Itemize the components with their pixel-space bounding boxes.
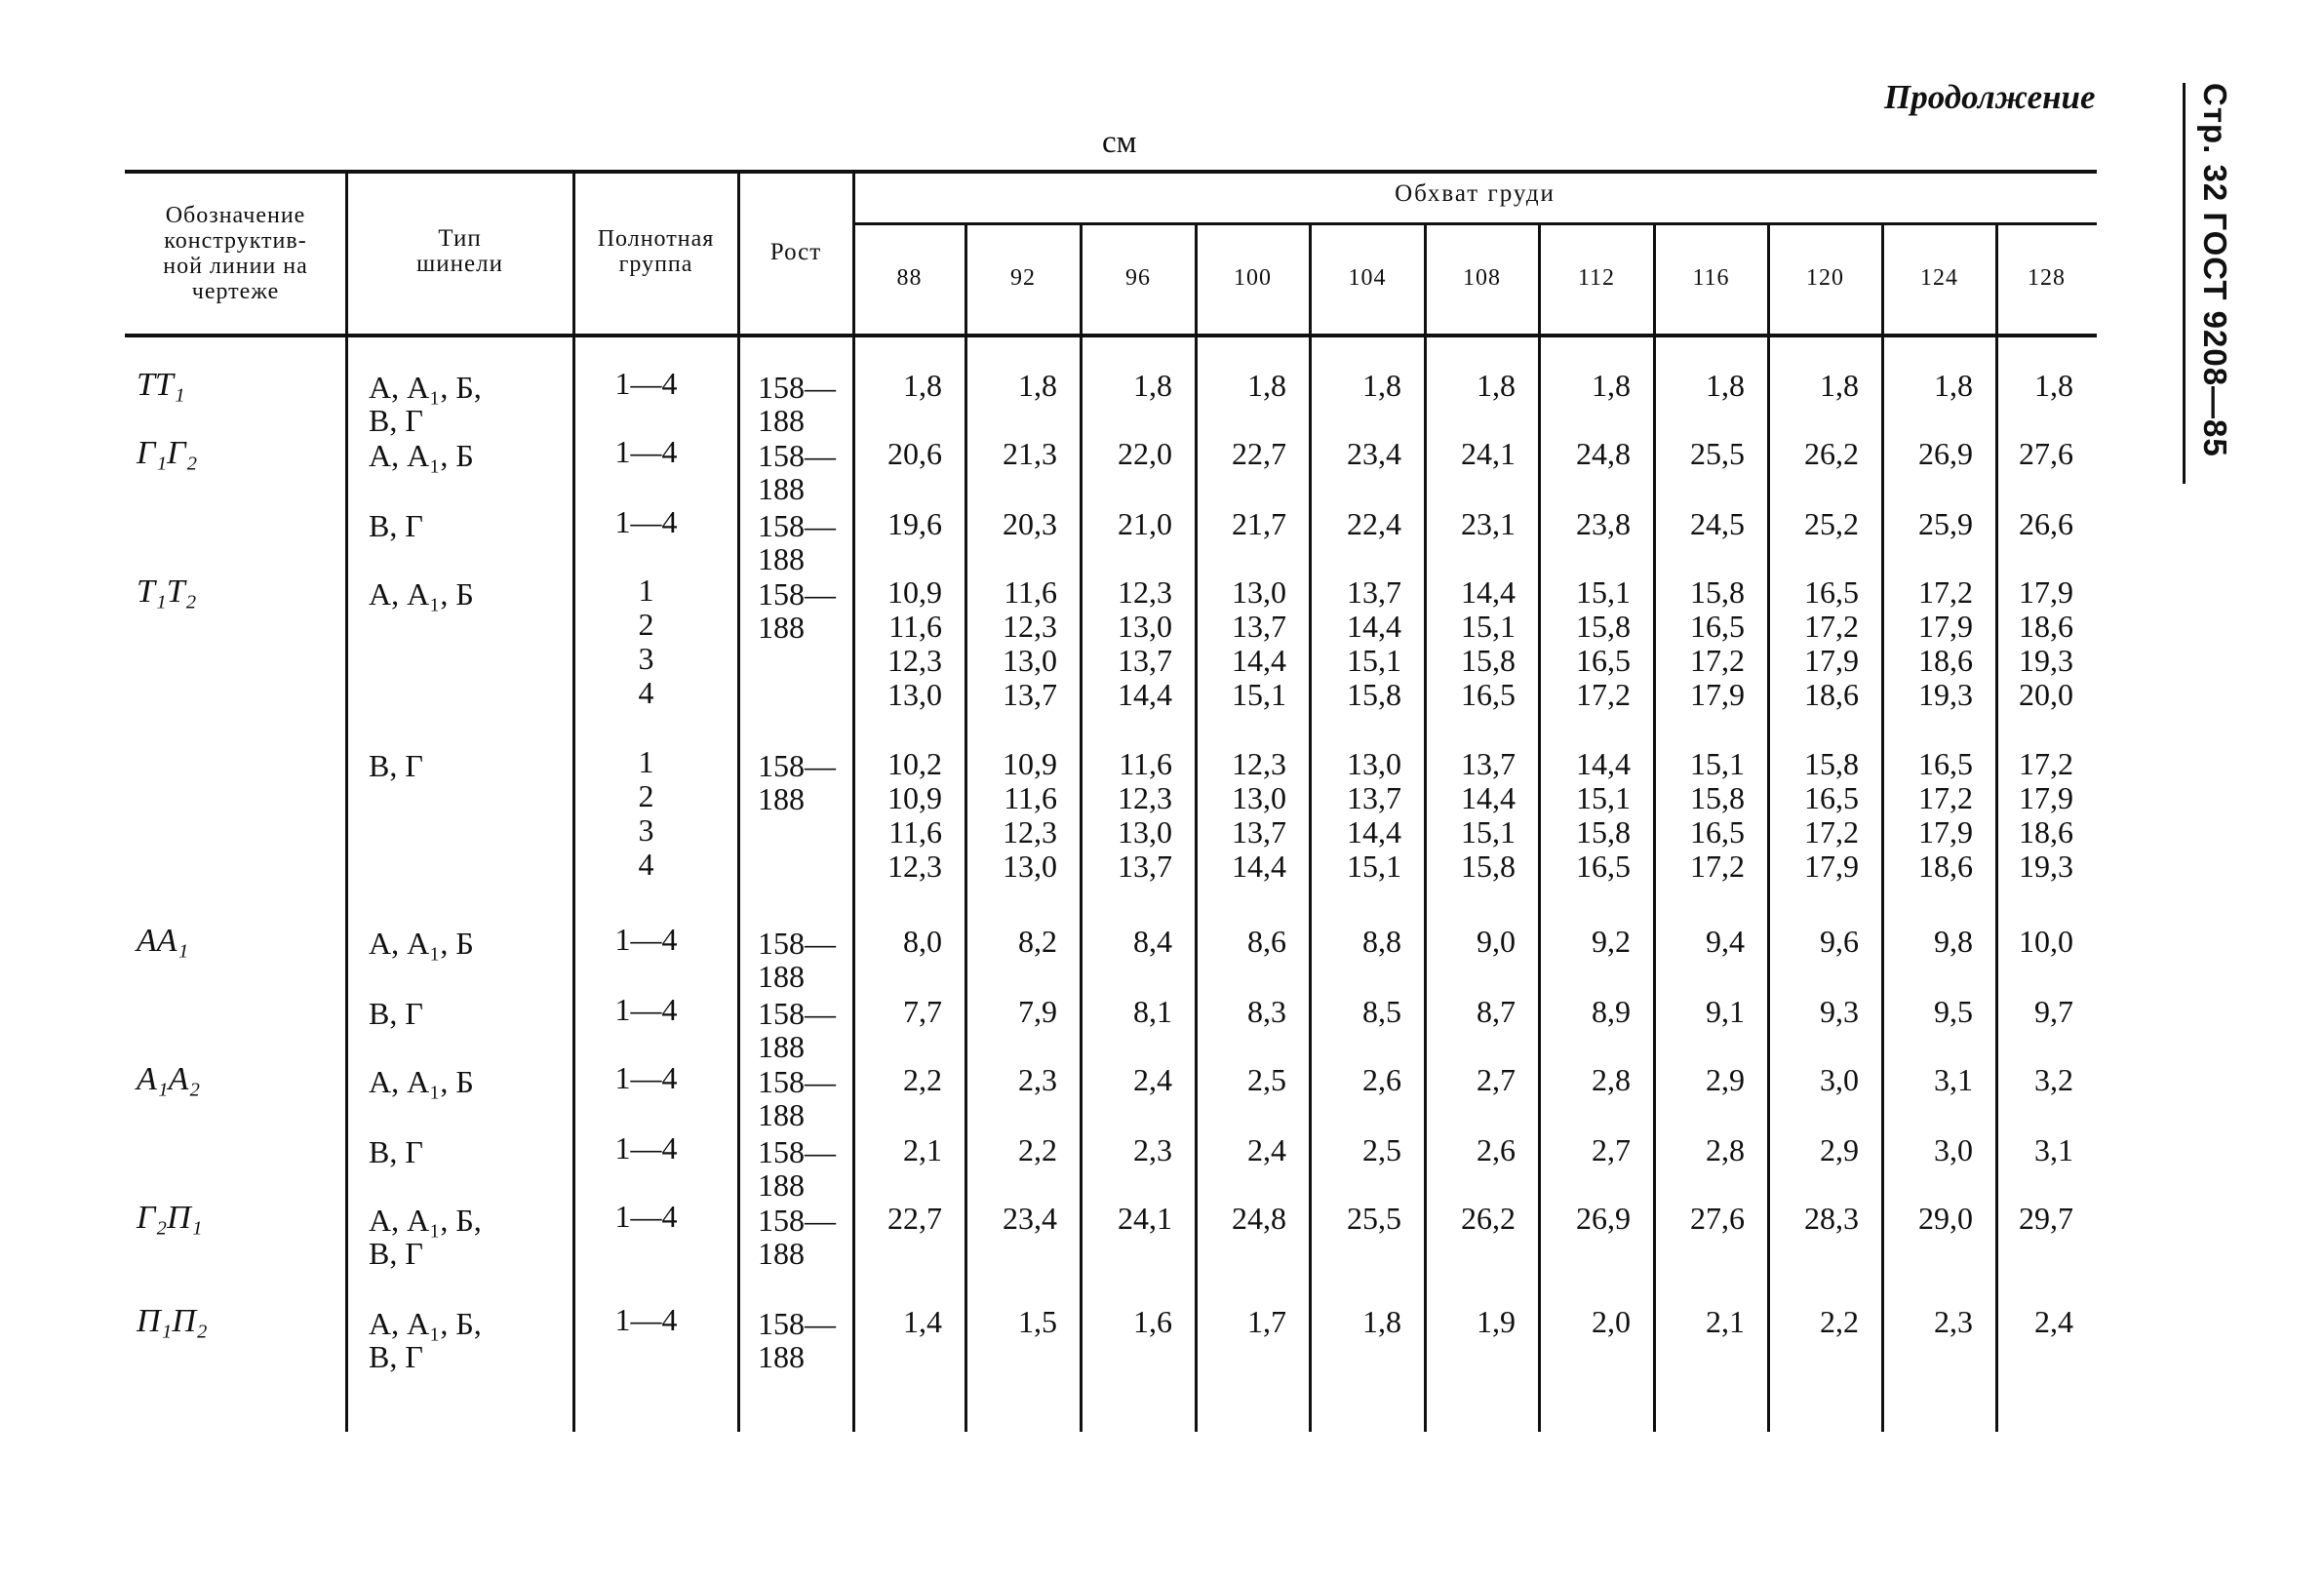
measurement-value: 17,2 17,9 18,6 19,3 xyxy=(1918,574,1973,712)
height-range: 158— 188 xyxy=(758,1306,836,1374)
measurement-value: 2,2 xyxy=(1820,1304,1859,1339)
measurement-value: 20,6 xyxy=(887,436,942,471)
header-type: Тип шинели xyxy=(416,225,503,277)
measurement-value: 9,4 xyxy=(1706,924,1745,959)
side-rule xyxy=(2183,83,2186,484)
line-designation: П₁П₂ xyxy=(137,1303,208,1339)
height-range: 158— 188 xyxy=(758,370,836,438)
line-designation: Г₂П₁ xyxy=(137,1200,203,1236)
coat-type: В, Г xyxy=(369,508,423,543)
measurement-value: 22,4 xyxy=(1347,506,1401,541)
measurement-value: 1,8 xyxy=(1247,368,1286,403)
measurement-value: 23,8 xyxy=(1576,506,1631,541)
measurement-value: 1,8 xyxy=(1133,368,1172,403)
table-top-rule xyxy=(125,170,2097,174)
measurement-value: 23,4 xyxy=(1003,1201,1057,1236)
line-designation: АА₁ xyxy=(137,923,189,959)
measurement-value: 8,7 xyxy=(1477,994,1516,1029)
measurement-value: 13,0 13,7 14,4 15,1 xyxy=(1347,746,1401,884)
coat-type: А, А₁, Б xyxy=(369,926,474,961)
measurement-value: 16,5 17,2 17,9 18,6 xyxy=(1918,746,1973,884)
measurement-value: 25,5 xyxy=(1690,436,1745,471)
measurement-value: 17,2 17,9 18,6 19,3 xyxy=(2019,746,2073,884)
measurement-value: 3,0 xyxy=(1820,1062,1859,1097)
measurement-value: 26,2 xyxy=(1804,436,1859,471)
measurement-value: 24,8 xyxy=(1576,436,1631,471)
measurement-value: 21,3 xyxy=(1003,436,1057,471)
measurement-value: 1,9 xyxy=(1477,1304,1516,1339)
measurement-value: 10,9 11,6 12,3 13,0 xyxy=(887,574,942,712)
line-designation: Г₁Г₂ xyxy=(137,435,198,471)
measurement-value: 12,3 13,0 13,7 14,4 xyxy=(1232,746,1286,884)
coat-type: В, Г xyxy=(369,748,423,783)
chest-size-header: 104 xyxy=(1348,265,1387,291)
measurement-value: 26,9 xyxy=(1576,1201,1631,1236)
chest-size-header: 96 xyxy=(1125,265,1151,291)
measurement-value: 22,7 xyxy=(887,1201,942,1236)
measurement-value: 1,8 xyxy=(1934,368,1973,403)
measurement-value: 26,2 xyxy=(1461,1201,1516,1236)
measurement-value: 29,7 xyxy=(2019,1201,2073,1236)
measurement-value: 28,3 xyxy=(1804,1201,1859,1236)
measurement-value: 20,3 xyxy=(1003,506,1057,541)
chest-size-header: 124 xyxy=(1920,265,1958,291)
measurement-value: 8,2 xyxy=(1018,924,1057,959)
measurement-value: 3,2 xyxy=(2034,1062,2073,1097)
measurement-value: 23,1 xyxy=(1461,506,1516,541)
measurement-value: 25,9 xyxy=(1918,506,1973,541)
fullness-group: 1—4 xyxy=(614,434,678,469)
measurement-value: 13,7 14,4 15,1 15,8 xyxy=(1347,574,1401,712)
measurement-value: 7,9 xyxy=(1018,994,1057,1029)
measurement-value: 2,8 xyxy=(1706,1132,1745,1167)
height-range: 158— 188 xyxy=(758,438,836,506)
fullness-group: 1—4 xyxy=(614,1302,678,1337)
measurement-value: 24,1 xyxy=(1118,1201,1172,1236)
measurement-value: 8,6 xyxy=(1247,924,1286,959)
measurement-value: 15,8 16,5 17,2 17,9 xyxy=(1690,574,1745,712)
measurement-value: 2,6 xyxy=(1477,1132,1516,1167)
measurement-value: 9,2 xyxy=(1592,924,1631,959)
column-rule xyxy=(737,170,740,1432)
measurement-value: 2,9 xyxy=(1706,1062,1745,1097)
height-range: 158— 188 xyxy=(758,576,836,645)
measurement-value: 1,5 xyxy=(1018,1304,1057,1339)
coat-type: А, А₁, Б, В, Г xyxy=(369,370,482,438)
measurement-value: 25,5 xyxy=(1347,1201,1401,1236)
measurement-value: 29,0 xyxy=(1918,1201,1973,1236)
fullness-group: 1—4 xyxy=(614,1130,678,1166)
measurement-value: 1,8 xyxy=(1362,368,1401,403)
measurement-value: 16,5 17,2 17,9 18,6 xyxy=(1804,574,1859,712)
measurement-value: 2,2 xyxy=(1018,1132,1057,1167)
header-chest: Обхват груди xyxy=(1395,180,1556,207)
measurement-value: 1,6 xyxy=(1133,1304,1172,1339)
measurement-value: 2,0 xyxy=(1592,1304,1631,1339)
fullness-group: 1—4 xyxy=(614,1060,678,1095)
coat-type: А, А₁, Б xyxy=(369,438,474,473)
measurement-value: 10,2 10,9 11,6 12,3 xyxy=(887,746,942,884)
measurement-value: 2,4 xyxy=(1247,1132,1286,1167)
measurement-value: 8,1 xyxy=(1133,994,1172,1029)
measurement-value: 23,4 xyxy=(1347,436,1401,471)
chest-header-rule xyxy=(853,222,2097,225)
measurement-value: 2,1 xyxy=(903,1132,942,1167)
height-range: 158— 188 xyxy=(758,996,836,1064)
measurement-value: 11,6 12,3 13,0 13,7 xyxy=(1003,574,1057,712)
measurement-value: 1,8 xyxy=(1820,368,1859,403)
measurement-value: 1,8 xyxy=(1706,368,1745,403)
measurement-value: 17,9 18,6 19,3 20,0 xyxy=(2019,574,2073,712)
chest-size-header: 120 xyxy=(1806,265,1844,291)
coat-type: А, А₁, Б xyxy=(369,576,474,612)
measurement-value: 1,4 xyxy=(903,1304,942,1339)
measurement-value: 14,4 15,1 15,8 16,5 xyxy=(1576,746,1631,884)
height-range: 158— 188 xyxy=(758,748,836,816)
measurement-value: 10,0 xyxy=(2019,924,2073,959)
measurement-value: 24,5 xyxy=(1690,506,1745,541)
measurement-value: 13,7 14,4 15,1 15,8 xyxy=(1461,746,1516,884)
line-designation: ТТ₁ xyxy=(137,367,185,403)
measurement-value: 9,7 xyxy=(2034,994,2073,1029)
unit-label: см xyxy=(1102,125,1137,160)
measurement-value: 10,9 11,6 12,3 13,0 xyxy=(1003,746,1057,884)
measurement-value: 22,7 xyxy=(1232,436,1286,471)
measurement-value: 8,8 xyxy=(1362,924,1401,959)
measurement-value: 9,3 xyxy=(1820,994,1859,1029)
measurement-value: 2,8 xyxy=(1592,1062,1631,1097)
measurement-value: 2,7 xyxy=(1477,1062,1516,1097)
measurement-value: 13,0 13,7 14,4 15,1 xyxy=(1232,574,1286,712)
measurement-value: 3,1 xyxy=(2034,1132,2073,1167)
height-range: 158— 188 xyxy=(758,1064,836,1132)
measurement-value: 1,7 xyxy=(1247,1304,1286,1339)
measurement-value: 25,2 xyxy=(1804,506,1859,541)
measurement-value: 2,9 xyxy=(1820,1132,1859,1167)
fullness-group: 1 2 3 4 xyxy=(638,744,654,882)
column-rule xyxy=(345,170,348,1432)
measurement-value: 8,9 xyxy=(1592,994,1631,1029)
measurement-value: 2,5 xyxy=(1362,1132,1401,1167)
chest-size-header: 100 xyxy=(1234,265,1272,291)
header-group: Полнотная группа xyxy=(597,226,715,277)
fullness-group: 1 2 3 4 xyxy=(638,573,654,710)
chest-size-header: 92 xyxy=(1010,265,1036,291)
measurement-value: 27,6 xyxy=(2019,436,2073,471)
measurement-value: 2,7 xyxy=(1592,1132,1631,1167)
measurement-value: 24,1 xyxy=(1461,436,1516,471)
measurement-value: 3,0 xyxy=(1934,1132,1973,1167)
measurement-value: 14,4 15,1 15,8 16,5 xyxy=(1461,574,1516,712)
measurement-value: 27,6 xyxy=(1690,1201,1745,1236)
measurement-value: 15,8 16,5 17,2 17,9 xyxy=(1804,746,1859,884)
height-range: 158— 188 xyxy=(758,1203,836,1271)
side-header xyxy=(2196,83,2231,527)
measurement-value: 2,4 xyxy=(2034,1304,2073,1339)
measurement-value: 9,5 xyxy=(1934,994,1973,1029)
fullness-group: 1—4 xyxy=(614,366,678,401)
header-designation: Обозначение конструктив- ной линии на чертеже xyxy=(163,203,308,304)
side-page-label: Стр. 32 ГОСТ 9208—85 xyxy=(2197,83,2233,457)
measurement-value: 2,4 xyxy=(1133,1062,1172,1097)
measurement-value: 1,8 xyxy=(1018,368,1057,403)
measurement-value: 2,5 xyxy=(1247,1062,1286,1097)
measurement-value: 15,1 15,8 16,5 17,2 xyxy=(1690,746,1745,884)
header-bottom-rule xyxy=(125,334,2097,337)
measurement-value: 21,0 xyxy=(1118,506,1172,541)
measurement-value: 1,8 xyxy=(1362,1304,1401,1339)
coat-type: А, А₁, Б, В, Г xyxy=(369,1203,482,1271)
measurement-value: 3,1 xyxy=(1934,1062,1973,1097)
measurement-value: 11,6 12,3 13,0 13,7 xyxy=(1118,746,1172,884)
measurement-value: 21,7 xyxy=(1232,506,1286,541)
height-range: 158— 188 xyxy=(758,508,836,576)
measurement-value: 1,8 xyxy=(1477,368,1516,403)
measurement-value: 24,8 xyxy=(1232,1201,1286,1236)
header-height: Рост xyxy=(769,239,822,265)
measurement-value: 8,4 xyxy=(1133,924,1172,959)
chest-size-header: 116 xyxy=(1692,265,1730,291)
measurement-value: 12,3 13,0 13,7 14,4 xyxy=(1118,574,1172,712)
measurement-value: 2,2 xyxy=(903,1062,942,1097)
measurement-value: 15,1 15,8 16,5 17,2 xyxy=(1576,574,1631,712)
continuation-label: Продолжение xyxy=(1884,78,2096,116)
measurement-value: 8,0 xyxy=(903,924,942,959)
measurement-value: 19,6 xyxy=(887,506,942,541)
measurement-value: 9,0 xyxy=(1477,924,1516,959)
coat-type: А, А₁, Б xyxy=(369,1064,474,1099)
measurement-value: 2,3 xyxy=(1934,1304,1973,1339)
coat-type: А, А₁, Б, В, Г xyxy=(369,1306,482,1374)
measurement-value: 1,8 xyxy=(1592,368,1631,403)
fullness-group: 1—4 xyxy=(614,1199,678,1234)
coat-type: В, Г xyxy=(369,1134,423,1169)
measurement-value: 2,3 xyxy=(1133,1132,1172,1167)
measurement-value: 9,8 xyxy=(1934,924,1973,959)
measurement-value: 9,1 xyxy=(1706,994,1745,1029)
measurement-value: 8,5 xyxy=(1362,994,1401,1029)
measurement-value: 2,3 xyxy=(1018,1062,1057,1097)
measurement-value: 1,8 xyxy=(903,368,942,403)
measurement-value: 26,9 xyxy=(1918,436,1973,471)
line-designation: Т₁Т₂ xyxy=(137,573,197,610)
fullness-group: 1—4 xyxy=(614,992,678,1027)
height-range: 158— 188 xyxy=(758,926,836,994)
chest-size-header: 108 xyxy=(1463,265,1501,291)
height-range: 158— 188 xyxy=(758,1134,836,1203)
coat-type: В, Г xyxy=(369,996,423,1031)
fullness-group: 1—4 xyxy=(614,504,678,539)
measurement-value: 1,8 xyxy=(2034,368,2073,403)
measurement-value: 26,6 xyxy=(2019,506,2073,541)
chest-size-header: 112 xyxy=(1577,265,1616,291)
chest-size-header: 128 xyxy=(2028,265,2066,291)
measurement-value: 7,7 xyxy=(903,994,942,1029)
chest-size-header: 88 xyxy=(896,265,923,291)
fullness-group: 1—4 xyxy=(614,922,678,957)
measurement-value: 8,3 xyxy=(1247,994,1286,1029)
measurement-value: 9,6 xyxy=(1820,924,1859,959)
measurement-value: 22,0 xyxy=(1118,436,1172,471)
measurement-value: 2,1 xyxy=(1706,1304,1745,1339)
measurement-value: 2,6 xyxy=(1362,1062,1401,1097)
line-designation: А₁А₂ xyxy=(137,1061,201,1097)
